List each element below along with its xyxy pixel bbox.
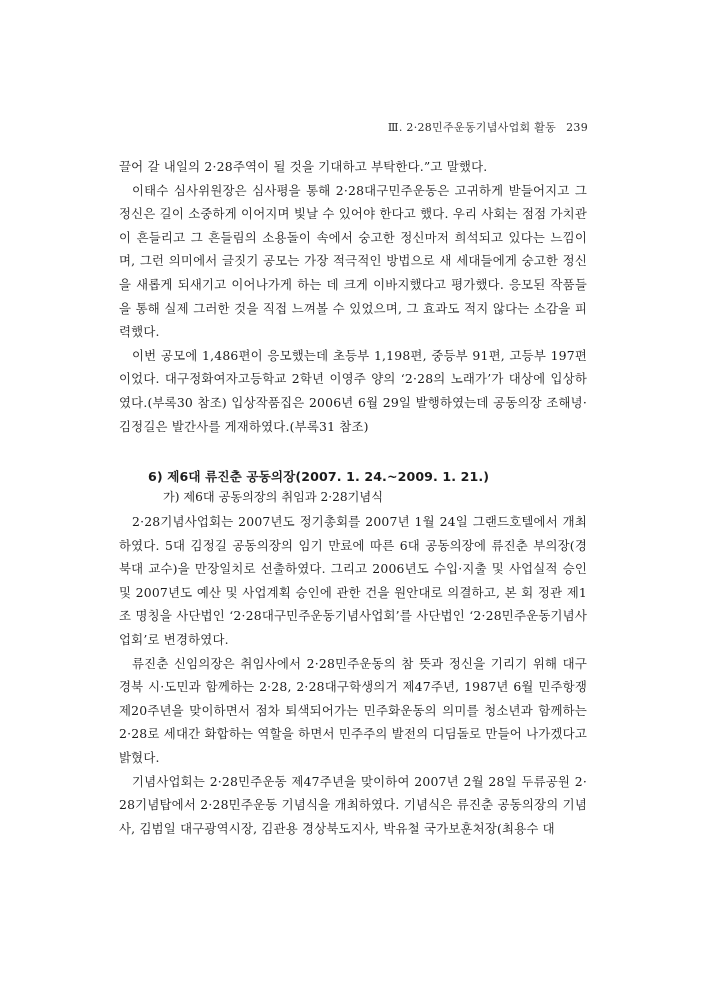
body-text-upper bbox=[119, 155, 587, 438]
paragraph-inaugural-address: 류진춘 신임의장은 취임사에서 2·28민주운동의 참 뜻과 정신을 기리기 위해 대구경북 시·도민과 함께하는 2·28, 2·28대구학생의거 제47주년, 1987년 6월 민주항쟁 제20주년을 맞이하면서 점차 퇴색되어가는 민주화운동의 의미를 청소년과 함께하는 2·28로 세대간 화합하는 역할을 하면서 민주주의 발전의 디딤돌로 만들어 나가겠다고 밝혔다. bbox=[119, 655, 587, 765]
paragraph-review: 이태수 심사위원장은 심사평을 통해 2·28대구민주운동은 고귀하게 받들어지고 그 정신은 길이 소중하게 이어지며 빛날 수 있어야 한다고 했다. 우리 사회는 점점 가치관이 흔들리고 그 흔들림의 소용돌이 속에서 숭고한 정신마저 희석되고 있다는 느낌이며, 그런 의미에서 글짓기 공모는 가장 적극적인 방법으로 새 세대들에게 숭고한 정신을 새롭게 되새기고 이어나가게 하는 데 크게 이바지했다고 평가했다. 응모된 작품들을 통해 실제 그러한 것을 직접 느껴볼 수 있었으며, 그 효과도 적지 않다는 소감을 피력했다. bbox=[119, 182, 587, 340]
running-title: Ⅲ. 2·28민주운동기념사업회 활동 bbox=[387, 121, 557, 134]
running-header bbox=[388, 119, 588, 135]
section-heading: 6) 제6대 류진춘 공동의장(2007. 1. 24.~2009. 1. 21.) bbox=[148, 469, 490, 484]
page-number: 239 bbox=[566, 121, 588, 134]
paragraph-ceremony: 기념사업회는 2·28민주운동 제47주년을 맞이하여 2007년 2월 28일 두류공원 2·28기념탑에서 2·28민주운동 기념식을 개최하였다. 기념식은 류진춘 공동의장의 기념사, 김범일 대구광역시장, 김관용 경상북도지사, 박유철 국가보훈처장(최용수 대 bbox=[119, 773, 587, 836]
body-text-lower bbox=[119, 510, 587, 840]
paragraph-continuation: 끌어 갈 내일의 2·28주역이 될 것을 기대하고 부탁한다.”고 말했다. bbox=[119, 159, 488, 174]
paragraph-general-meeting: 2·28기념사업회는 2007년도 정기총회를 2007년 1월 24일 그랜드호텔에서 개최하였다. 5대 김정길 공동의장의 임기 만료에 따른 6대 공동의장에 류진춘 부의장(경북대 교수)을 만장일치로 선출하였다. 그리고 2006년도 수입·지출 및 사업실적 승인 및 2007년도 예산 및 사업계획 승인에 관한 건을 원안대로 의결하고, 본 회 정관 제1조 명칭을 사단법인 ‘2·28대구민주운동기념사업회’를 사단법인 ‘2·28민주운동기념사업회’로 변경하였다. bbox=[119, 514, 587, 647]
subsection-heading: 가) 제6대 공동의장의 취임과 2·28기념식 bbox=[163, 490, 383, 504]
paragraph-contest-results: 이번 공모에 1,486편이 응모했는데 초등부 1,198편, 중등부 91편, 고등부 197편이었다. 대구정화여자고등학교 2학년 이영주 양의 ‘2·28의 노래가’가 대상에 입상하였다.(부록30 참조) 입상작품집은 2006년 6월 29일 발행하였는데 공동의장 조해녕·김정길은 발간사를 게재하였다.(부록31 참조) bbox=[119, 347, 587, 434]
